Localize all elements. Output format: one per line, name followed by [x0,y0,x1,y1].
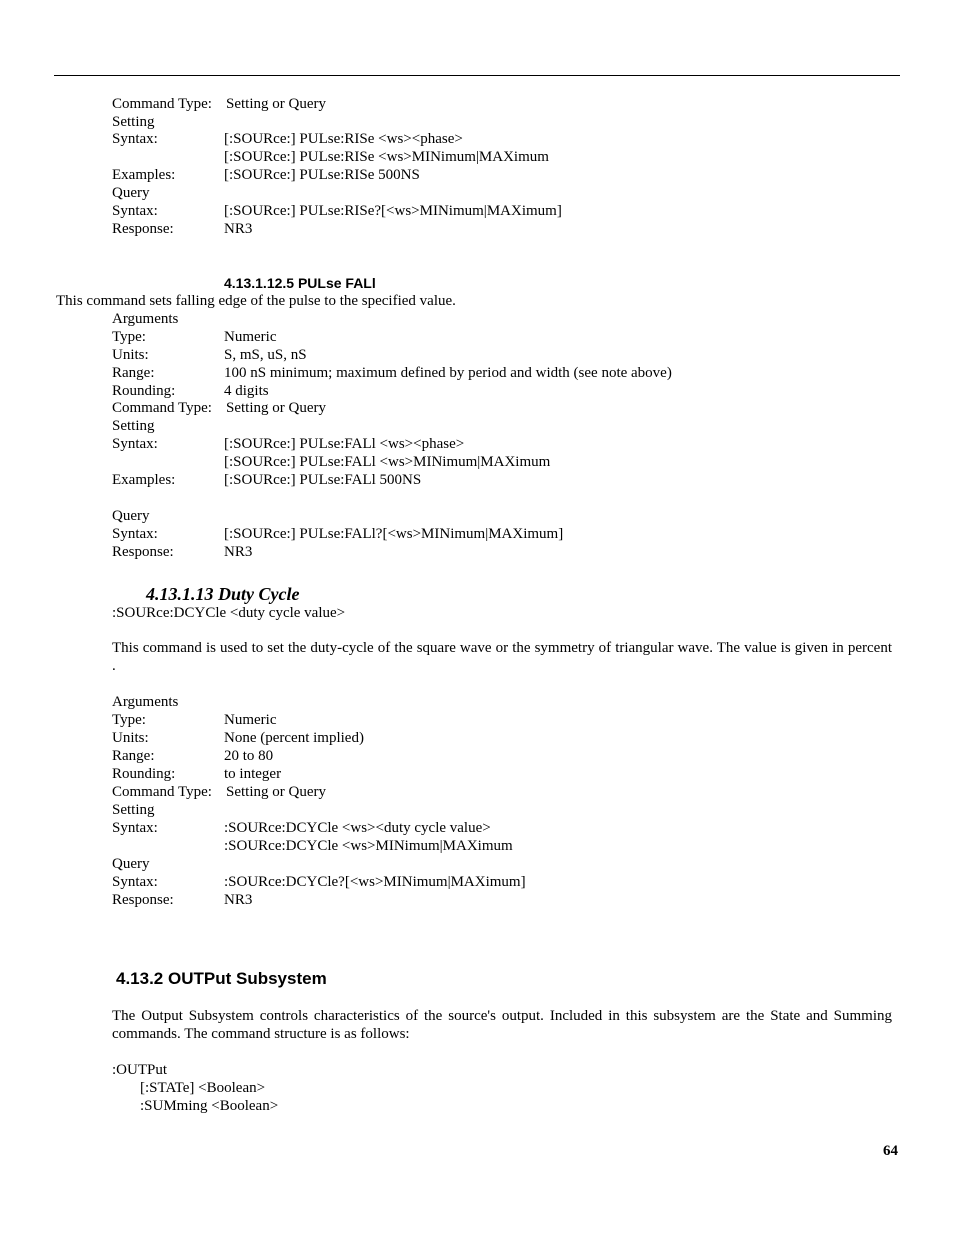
duty-arguments-label: Arguments [112,694,179,710]
fall-query-syntax-label: Syntax: [112,526,158,542]
fall-units-value: S, mS, uS, nS [224,347,307,363]
fall-type-value: Numeric [224,329,277,345]
rise-setting-label: Setting [112,114,155,130]
duty-units-value: None (percent implied) [224,730,364,746]
rise-query-syntax-label: Syntax: [112,203,158,219]
duty-setting-label: Setting [112,802,155,818]
duty-range-value: 20 to 80 [224,748,274,764]
fall-examples-value: [:SOURce:] PULse:FALl 500NS [224,472,422,488]
duty-command-type-value: Setting or Query [226,784,326,800]
duty-response-value: NR3 [224,892,253,908]
duty-type-label: Type: [112,712,146,728]
duty-units-label: Units: [112,730,149,746]
duty-heading: 4.13.1.13 Duty Cycle [146,584,300,604]
rise-query-syntax-value: [:SOURce:] PULse:RISe?[<ws>MINimum|MAXimum] [224,203,562,219]
rise-query-label: Query [112,185,150,201]
rise-command-type-value: Setting or Query [226,96,326,112]
fall-examples-label: Examples: [112,472,176,488]
header-rule [54,75,900,76]
rise-syntax-2: [:SOURce:] PULse:RISe <ws>MINimum|MAXimum [224,149,549,165]
output-description: The Output Subsystem controls characteristics of the source's output. Included in this subsystem are the State and Summing commands. The command structure is as follows: [112,1008,892,1042]
fall-type-label: Type: [112,329,146,345]
fall-syntax-label: Syntax: [112,436,158,452]
duty-syntax-label: Syntax: [112,820,158,836]
output-root-command: :OUTPut [112,1062,168,1078]
rise-command-type-label: Command Type: [112,96,212,112]
duty-command: :SOURce:DCYCle <duty cycle value> [112,605,346,621]
rise-examples-value: [:SOURce:] PULse:RISe 500NS [224,167,420,183]
fall-units-label: Units: [112,347,149,363]
page-number: 64 [883,1143,898,1159]
rise-syntax-1: [:SOURce:] PULse:RISe <ws><phase> [224,131,463,147]
fall-range-label: Range: [112,365,155,381]
duty-response-label: Response: [112,892,174,908]
output-heading: 4.13.2 OUTPut Subsystem [116,969,327,988]
fall-rounding-value: 4 digits [224,383,269,399]
fall-heading: 4.13.1.12.5 PULse FALl [224,275,376,291]
rise-response-value: NR3 [224,221,253,237]
fall-range-value: 100 nS minimum; maximum defined by period and width (see note above) [224,365,672,381]
duty-query-syntax-label: Syntax: [112,874,158,890]
duty-query-syntax-value: :SOURce:DCYCle?[<ws>MINimum|MAXimum] [224,874,526,890]
fall-query-syntax-value: [:SOURce:] PULse:FALl?[<ws>MINimum|MAXimum] [224,526,564,542]
duty-query-label: Query [112,856,150,872]
duty-type-value: Numeric [224,712,277,728]
output-summing-command: :SUMming <Boolean> [140,1098,279,1114]
fall-query-label: Query [112,508,150,524]
duty-syntax-2: :SOURce:DCYCle <ws>MINimum|MAXimum [224,838,513,854]
fall-setting-label: Setting [112,418,155,434]
fall-syntax-2: [:SOURce:] PULse:FALl <ws>MINimum|MAXimum [224,454,551,470]
fall-command-type-value: Setting or Query [226,400,326,416]
fall-arguments-label: Arguments [112,311,179,327]
fall-command-type-label: Command Type: [112,400,212,416]
fall-response-label: Response: [112,544,174,560]
duty-description: This command is used to set the duty-cycle of the square wave or the symmetry of triangular wave. The value is given in percent . [112,640,892,674]
fall-rounding-label: Rounding: [112,383,176,399]
duty-command-type-label: Command Type: [112,784,212,800]
fall-response-value: NR3 [224,544,253,560]
rise-examples-label: Examples: [112,167,176,183]
duty-rounding-label: Rounding: [112,766,176,782]
fall-syntax-1: [:SOURce:] PULse:FALl <ws><phase> [224,436,465,452]
duty-range-label: Range: [112,748,155,764]
rise-syntax-label: Syntax: [112,131,158,147]
output-state-command: [:STATe] <Boolean> [140,1080,266,1096]
rise-response-label: Response: [112,221,174,237]
fall-description: This command sets falling edge of the pulse to the specified value. [56,293,456,309]
duty-syntax-1: :SOURce:DCYCle <ws><duty cycle value> [224,820,491,836]
duty-rounding-value: to integer [224,766,282,782]
